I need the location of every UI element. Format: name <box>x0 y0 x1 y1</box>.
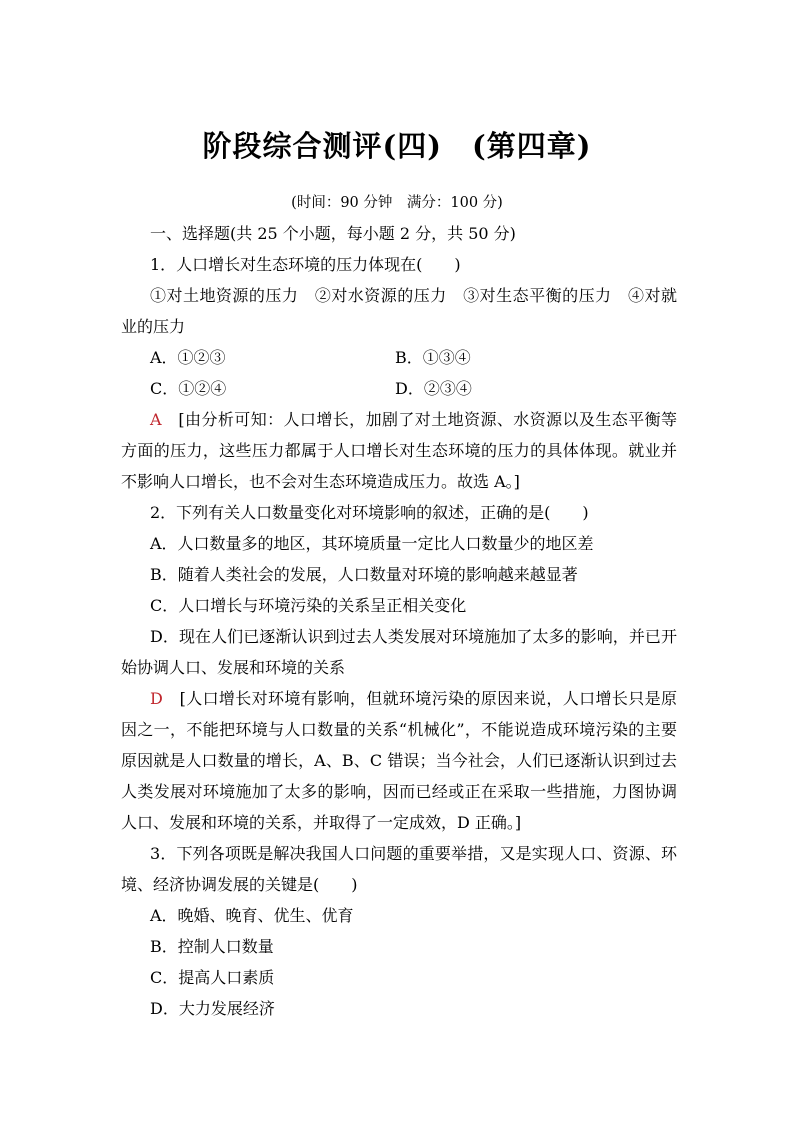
question-1-option-b: B．①③④ <box>395 348 471 367</box>
section-heading: 一、选择题(共 25 个小题，每小题 2 分，共 50 分) <box>150 224 516 243</box>
question-1-option-a: A．①②③ <box>150 348 226 367</box>
question-3-option-b: B．控制人口数量 <box>150 937 274 956</box>
question-1-stem: 1．人口增长对生态环境的压力体现在( ) <box>150 255 461 274</box>
question-1-solution <box>121 404 677 497</box>
question-1-explanation: [由分析可知：人口增长，加剧了对土地资源、水资源以及生态平衡等方面的压力，这些压力都属于人口增长对生态环境的压力的具体体现。就业并不影响人口增长，也不会对生态环境造成压力。故选 A。] <box>121 410 677 491</box>
document-body <box>121 218 677 1024</box>
question-3-stem: 3．下列各项既是解决我国人口问题的重要举措，又是实现人口、资源、环境、经济协调发展的关键是( ) <box>121 844 677 894</box>
question-2-option-c: C．人口增长与环境污染的关系呈正相关变化 <box>150 596 467 615</box>
question-1-answer: A <box>150 410 162 429</box>
question-2-option-a: A．人口数量多的地区，其环境质量一定比人口数量少的地区差 <box>150 534 594 553</box>
question-3-option-a: A．晚婚、晚育、优生、优育 <box>150 906 354 925</box>
question-1-option-d: D．②③④ <box>395 379 472 398</box>
question-1-options-row-1 <box>121 342 677 373</box>
question-2-solution <box>121 683 677 838</box>
question-3-option-d: D．大力发展经济 <box>150 999 275 1018</box>
question-1-options-row-2 <box>121 373 677 404</box>
question-1-option-c: C．①②④ <box>150 379 227 398</box>
question-2-stem: 2．下列有关人口数量变化对环境影响的叙述，正确的是( ) <box>150 503 589 522</box>
exam-info: (时间：90 分钟 满分：100 分) <box>291 195 503 211</box>
question-2-option-d: D．现在人们已逐渐认识到过去人类发展对环境施加了太多的影响，并已开始协调人口、发展和环境的关系 <box>121 627 677 677</box>
question-2-option-b: B．随着人类社会的发展，人口数量对环境的影响越来越显著 <box>150 565 578 584</box>
question-3-option-c: C．提高人口素质 <box>150 968 275 987</box>
question-2-explanation: [人口增长对环境有影响，但就环境污染的原因来说，人口增长只是原因之一，不能把环境与人口数量的关系“机械化”，不能说造成环境污染的主要原因就是人口数量的增长，A、B、C 错误；当今社会，人们已逐渐认识到过去人类发展对环境施加了太多的影响，因而已经或正在采取一些措施，力图协调人口、发展和环境的关系，并取得了一定成效，D 正确。] <box>121 689 677 832</box>
question-1-items: ①对土地资源的压力 ②对水资源的压力 ③对生态平衡的压力 ④对就业的压力 <box>121 286 677 336</box>
question-2-answer: D <box>150 689 163 708</box>
page-title: 阶段综合测评(四) (第四章) <box>202 129 592 163</box>
